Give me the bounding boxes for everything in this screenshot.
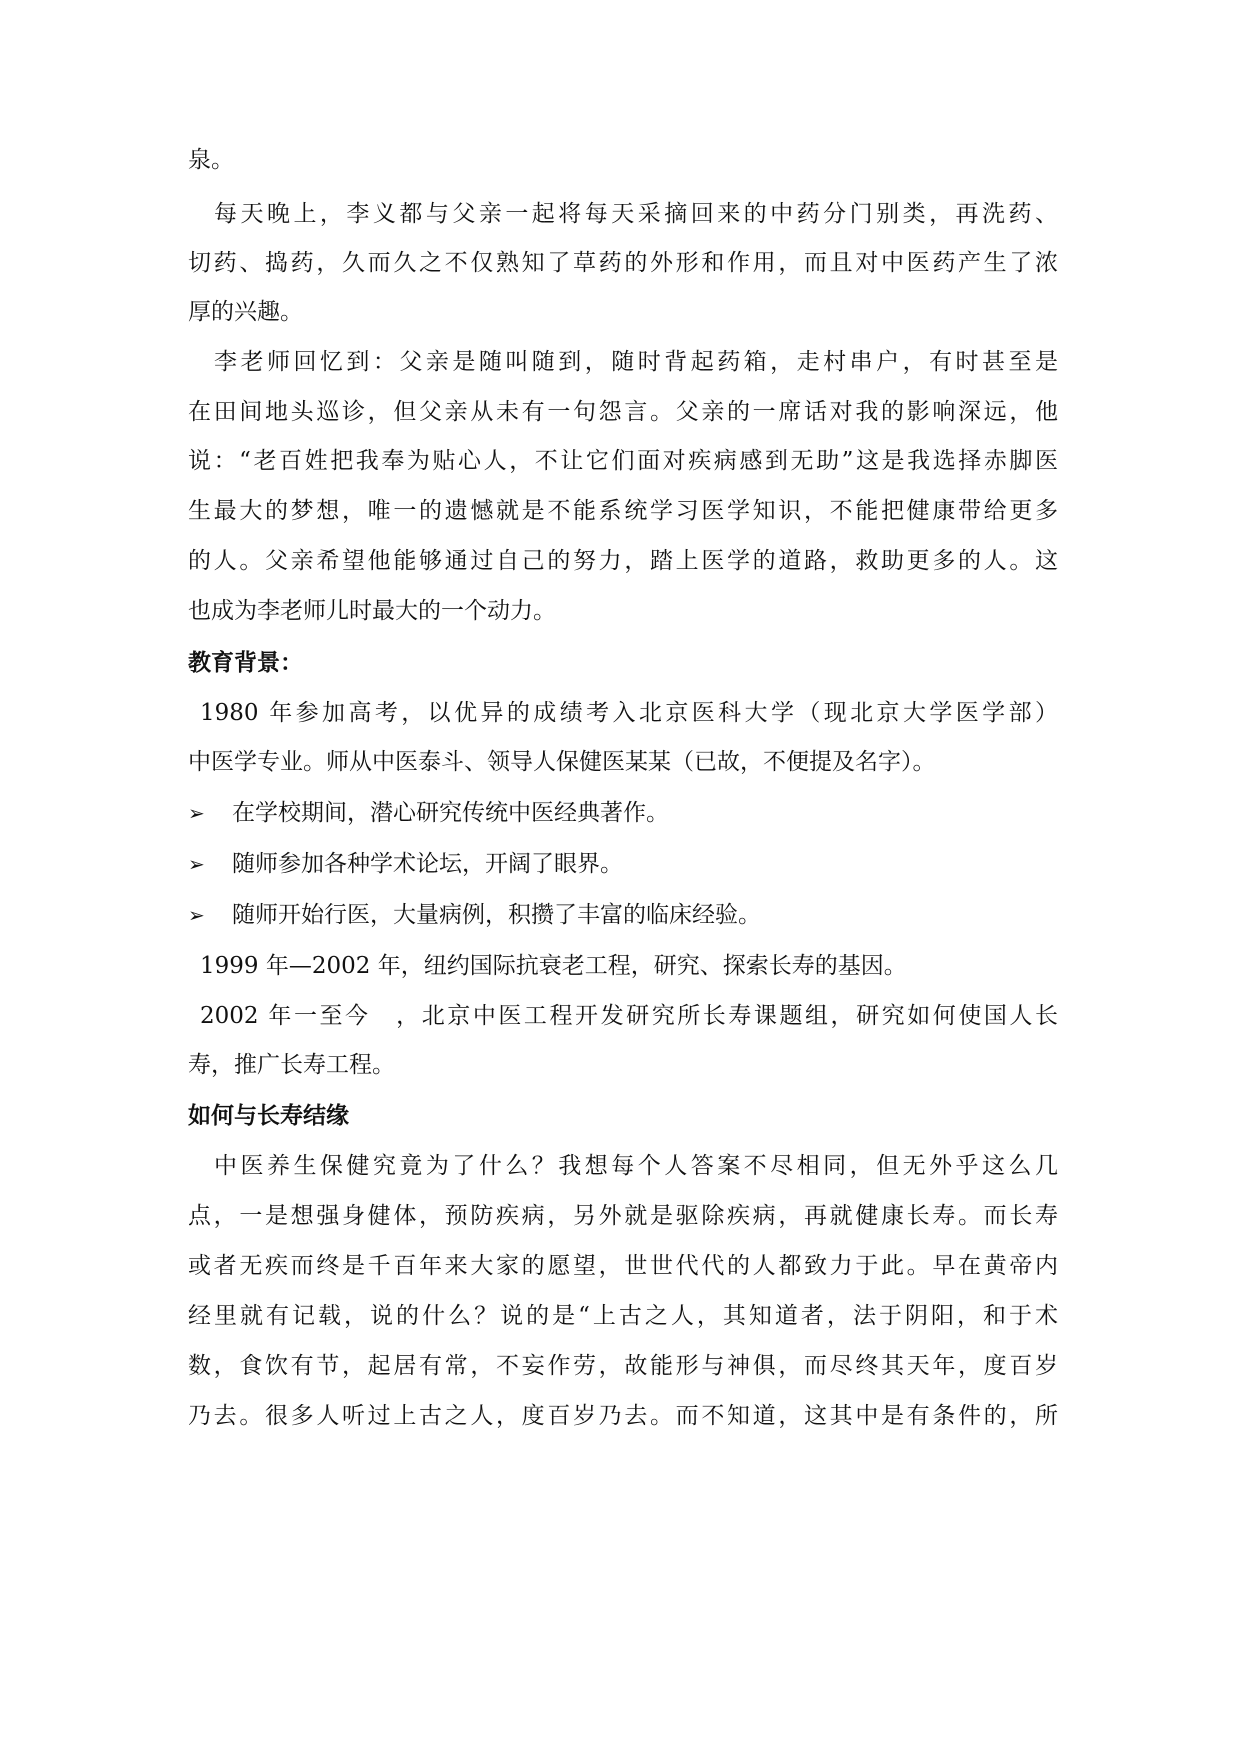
text-line: 厚的兴趣。: [188, 299, 303, 325]
text-line: 乃去。很多人听过上古之人，度百岁乃去。而不知道，这其中是有条件的，所: [188, 1403, 1058, 1429]
text-line: 中医养生保健究竟为了什么？我想每个人答案不尽相同，但无外乎这么几: [214, 1153, 1058, 1179]
text-line: 切药、捣药，久而久之不仅熟知了草药的外形和作用，而且对中医药产生了浓: [188, 250, 1058, 276]
arrow-bullet-icon: ➢: [188, 903, 205, 927]
education-heading: 教育背景：: [188, 649, 303, 676]
timeline-1999: 1999 年—2002 年，纽约国际抗衰老工程，研究、探索长寿的基因。: [200, 953, 907, 979]
text-line: 中医学专业。师从中医泰斗、领导人保健医某某（已故，不便提及名字）。: [188, 749, 936, 775]
text-line: 寿，推广长寿工程。: [188, 1052, 395, 1078]
arrow-bullet-icon: ➢: [188, 852, 205, 876]
list-item-text: 随师开始行医，大量病例，积攒了丰富的临床经验。: [232, 902, 761, 928]
text-line: 生最大的梦想，唯一的遗憾就是不能系统学习医学知识，不能把健康带给更多: [188, 498, 1058, 524]
text-line: 李老师回忆到：父亲是随叫随到，随时背起药箱，走村串户，有时甚至是: [214, 349, 1058, 375]
text-line: 经里就有记载，说的什么？说的是“上古之人，其知道者，法于阴阳，和于术: [188, 1303, 1058, 1329]
text-line: 1980 年参加高考，以优异的成绩考入北京医科大学（现北京大学医学部）: [200, 700, 1058, 726]
text-line: 说：“老百姓把我奉为贴心人，不让它们面对疾病感到无助”这是我选择赤脚医: [188, 448, 1058, 474]
text-line: 每天晚上，李义都与父亲一起将每天采摘回来的中药分门别类，再洗药、: [214, 201, 1058, 227]
arrow-bullet-icon: ➢: [188, 801, 205, 825]
list-item-text: 在学校期间，潜心研究传统中医经典著作。: [232, 800, 669, 826]
text-line: 数，食饮有节，起居有常，不妄作劳，故能形与神俱，而尽终其天年，度百岁: [188, 1353, 1058, 1379]
text-line: 的人。父亲希望他能够通过自己的努力，踏上医学的道路，救助更多的人。这: [188, 548, 1058, 574]
text-line: 也成为李老师儿时最大的一个动力。: [188, 598, 556, 624]
text-line: 点，一是想强身健体，预防疾病，另外就是驱除疾病，再就健康长寿。而长寿: [188, 1203, 1058, 1229]
longevity-heading: 如何与长寿结缘: [188, 1102, 349, 1129]
text-line: 2002 年一至今 ，北京中医工程开发研究所长寿课题组，研究如何使国人长: [200, 1003, 1058, 1029]
text-line: 在田间地头巡诊，但父亲从未有一句怨言。父亲的一席话对我的影响深远，他: [188, 399, 1058, 425]
paragraph-fragment: 泉。: [188, 147, 234, 173]
list-item-text: 随师参加各种学术论坛，开阔了眼界。: [232, 851, 623, 877]
text-line: 或者无疾而终是千百年来大家的愿望，世世代代的人都致力于此。早在黄帝内: [188, 1253, 1058, 1279]
